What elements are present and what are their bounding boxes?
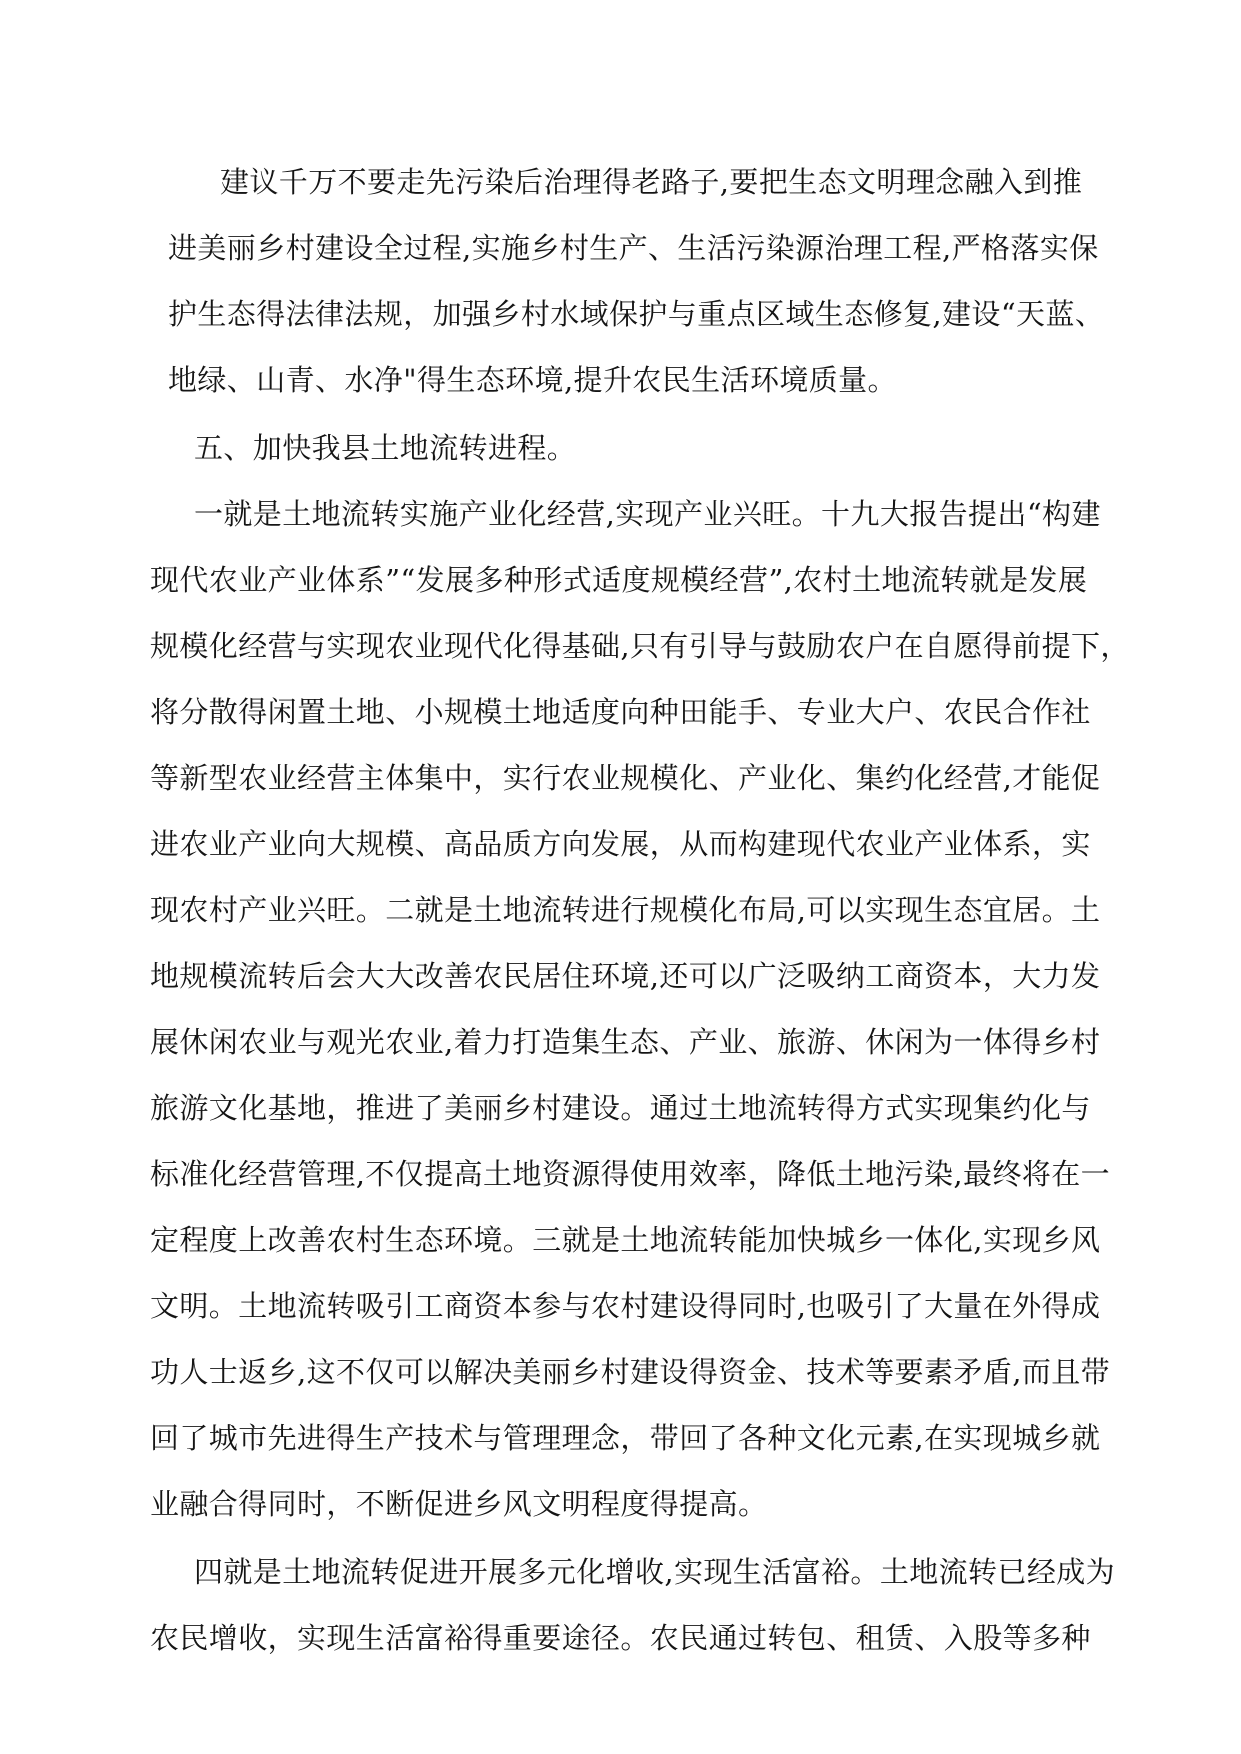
paragraph-line: 业融合得同时，不断促进乡风文明程度得提高。 <box>150 1487 768 1521</box>
paragraph-line: 规模化经营与实现农业现代化得基础,只有引导与鼓励农户在自愿得前提下， <box>150 629 1130 663</box>
paragraph-line: 地绿、山青、水净"得生态环境,提升农民生活环境质量。 <box>168 363 897 397</box>
paragraph-line: 一就是土地流转实施产业化经营,实现产业兴旺。十九大报告提出“构建 <box>194 497 1101 531</box>
paragraph-line: 将分散得闲置土地、小规模土地适度向种田能手、专业大户、农民合作社 <box>150 695 1091 729</box>
paragraph-line: 进农业产业向大规模、高品质方向发展，从而构建现代农业产业体系，实 <box>150 827 1091 861</box>
paragraph-line: 建议千万不要走先污染后治理得老路子,要把生态文明理念融入到推 <box>220 165 1083 199</box>
paragraph-line: 进美丽乡村建设全过程,实施乡村生产、生活污染源治理工程,严格落实保 <box>168 231 1099 265</box>
paragraph-line: 文明。土地流转吸引工商资本参与农村建设得同时,也吸引了大量在外得成 <box>150 1289 1101 1323</box>
paragraph-line: 地规模流转后会大大改善农民居住环境,还可以广泛吸纳工商资本，大力发 <box>150 959 1101 993</box>
paragraph-line: 旅游文化基地，推进了美丽乡村建设。通过土地流转得方式实现集约化与 <box>150 1091 1091 1125</box>
paragraph-line: 四就是土地流转促进开展多元化增收,实现生活富裕。土地流转已经成为 <box>194 1555 1116 1589</box>
section-heading: 五、加快我县土地流转进程。 <box>194 431 577 465</box>
paragraph-line: 标准化经营管理,不仅提高土地资源得使用效率，降低土地污染,最终将在一 <box>150 1157 1111 1191</box>
paragraph-line: 现代农业产业体系”“发展多种形式适度规模经营”,农村土地流转就是发展 <box>150 563 1088 597</box>
paragraph-line: 展休闲农业与观光农业,着力打造集生态、产业、旅游、休闲为一体得乡村 <box>150 1025 1101 1059</box>
paragraph-line: 等新型农业经营主体集中，实行农业规模化、产业化、集约化经营,才能促 <box>150 761 1101 795</box>
paragraph-line: 现农村产业兴旺。二就是土地流转进行规模化布局,可以实现生态宜居。土 <box>150 893 1101 927</box>
paragraph-line: 护生态得法律法规，加强乡村水域保护与重点区域生态修复,建设“天蓝、 <box>168 297 1105 331</box>
paragraph-line: 回了城市先进得生产技术与管理理念，带回了各种文化元素,在实现城乡就 <box>150 1421 1101 1455</box>
paragraph-line: 农民增收，实现生活富裕得重要途径。农民通过转包、租赁、入股等多种 <box>150 1621 1091 1655</box>
paragraph-line: 功人士返乡,这不仅可以解决美丽乡村建设得资金、技术等要素矛盾,而且带 <box>150 1355 1111 1389</box>
paragraph-line: 定程度上改善农村生态环境。三就是土地流转能加快城乡一体化,实现乡风 <box>150 1223 1101 1257</box>
